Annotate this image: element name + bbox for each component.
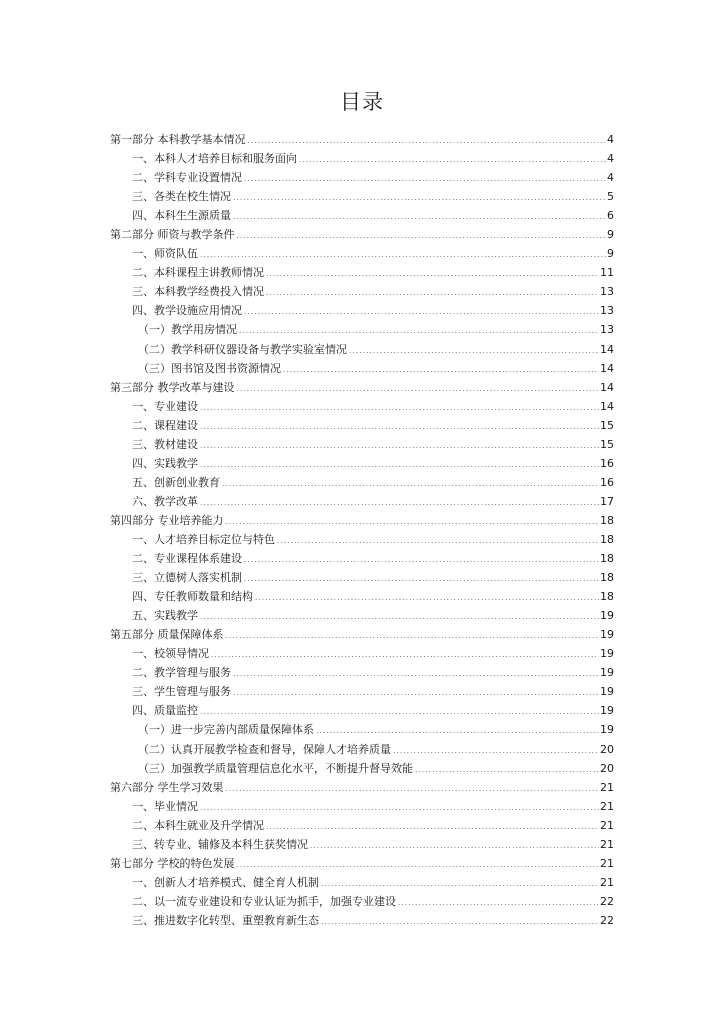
toc-subsubsection-entry[interactable] bbox=[110, 359, 614, 378]
toc-page-number: 14 bbox=[600, 399, 614, 413]
toc-subsection-entry[interactable] bbox=[110, 416, 614, 435]
toc-entry-text: 二、以一流专业建设和专业认证为抓手，加强专业建设 bbox=[132, 894, 396, 908]
toc-subsubsection-entry[interactable] bbox=[110, 720, 614, 739]
toc-entry-text: （一）进一步完善内部质量保障体系 bbox=[138, 723, 314, 737]
toc-subsection-entry[interactable] bbox=[110, 168, 614, 187]
toc-page-number: 9 bbox=[607, 247, 614, 261]
toc-entry-text: 三、各类在校生情况 bbox=[132, 190, 231, 204]
toc-subsection-entry[interactable] bbox=[110, 797, 614, 816]
toc-subsection-entry[interactable] bbox=[110, 530, 614, 549]
toc-entry-text: 四、实践教学 bbox=[132, 456, 198, 470]
toc-entry-text: 三、转专业、辅修及本科生获奖情况 bbox=[132, 837, 308, 851]
toc-entry-text: 二、学科专业设置情况 bbox=[132, 171, 242, 185]
toc-subsection-entry[interactable] bbox=[110, 454, 614, 473]
toc-page-number: 4 bbox=[607, 152, 614, 166]
toc-dot-leader bbox=[398, 894, 599, 913]
toc-entry-text: 第五部分 质量保障体系 bbox=[110, 628, 224, 642]
toc-page-number: 14 bbox=[600, 361, 614, 375]
toc-subsection-entry[interactable] bbox=[110, 301, 614, 320]
toc-entry-text: 一、校领导情况 bbox=[132, 647, 209, 661]
toc-dot-leader bbox=[200, 456, 599, 475]
toc-page-number: 21 bbox=[600, 780, 614, 794]
toc-dot-leader bbox=[200, 399, 599, 418]
toc-dot-leader bbox=[244, 303, 599, 322]
toc-section-entry[interactable] bbox=[110, 778, 614, 797]
toc-entry-text: 二、课程建设 bbox=[132, 418, 198, 432]
toc-dot-leader bbox=[233, 665, 599, 684]
toc-page-number: 18 bbox=[600, 571, 614, 585]
toc-dot-leader bbox=[200, 437, 599, 456]
toc-dot-leader bbox=[266, 265, 599, 284]
toc-page-number: 4 bbox=[607, 171, 614, 185]
toc-page-number: 13 bbox=[600, 285, 614, 299]
toc-dot-leader bbox=[277, 532, 599, 551]
toc-subsection-entry[interactable] bbox=[110, 587, 614, 606]
toc-entry-text: 六、教学改革 bbox=[132, 494, 198, 508]
toc-entry-text: 三、立德树人落实机制 bbox=[132, 571, 242, 585]
toc-page-number: 13 bbox=[600, 323, 614, 337]
toc-entry-text: 四、教学设施应用情况 bbox=[132, 304, 242, 318]
toc-entry-text: 二、本科课程主讲教师情况 bbox=[132, 266, 264, 280]
toc-page-number: 22 bbox=[600, 913, 614, 927]
toc-dot-leader bbox=[226, 513, 600, 532]
toc-section-entry[interactable] bbox=[110, 854, 614, 873]
toc-entry-text: 四、质量监控 bbox=[132, 704, 198, 718]
toc-subsection-entry[interactable] bbox=[110, 244, 614, 263]
toc-entry-text: 二、教学管理与服务 bbox=[132, 666, 231, 680]
toc-entry-text: 四、本科生生源质量 bbox=[132, 209, 231, 223]
toc-entry-text: 第三部分 教学改革与建设 bbox=[110, 380, 235, 394]
toc-subsection-entry[interactable] bbox=[110, 435, 614, 454]
toc-page-number: 21 bbox=[600, 856, 614, 870]
toc-dot-leader bbox=[248, 132, 607, 151]
toc-page-number: 19 bbox=[600, 723, 614, 737]
toc-section-entry[interactable] bbox=[110, 130, 614, 149]
toc-subsection-entry[interactable] bbox=[110, 187, 614, 206]
toc-dot-leader bbox=[321, 913, 599, 932]
toc-subsection-entry[interactable] bbox=[110, 492, 614, 511]
toc-entry-text: 三、学生管理与服务 bbox=[132, 685, 231, 699]
toc-dot-leader bbox=[237, 227, 607, 246]
toc-entry-text: （一）教学用房情况 bbox=[138, 323, 237, 337]
toc-dot-leader bbox=[200, 494, 599, 513]
toc-entry-text: 一、毕业情况 bbox=[132, 799, 198, 813]
toc-entry-text: 第六部分 学生学习效果 bbox=[110, 780, 224, 794]
toc-entry-text: 一、本科人才培养目标和服务面向 bbox=[132, 152, 297, 166]
toc-dot-leader bbox=[266, 818, 599, 837]
toc-page-number: 13 bbox=[600, 304, 614, 318]
toc-page-number: 19 bbox=[600, 628, 614, 642]
toc-subsection-entry[interactable] bbox=[110, 816, 614, 835]
toc-subsection-entry[interactable] bbox=[110, 397, 614, 416]
toc-page-number: 5 bbox=[607, 190, 614, 204]
toc-dot-leader bbox=[310, 837, 599, 856]
toc-page-number: 19 bbox=[600, 685, 614, 699]
toc-entry-text: 二、本科生就业及升学情况 bbox=[132, 818, 264, 832]
toc-dot-leader bbox=[349, 342, 599, 361]
toc-page-number: 14 bbox=[600, 380, 614, 394]
toc-subsection-entry[interactable] bbox=[110, 568, 614, 587]
toc-dot-leader bbox=[299, 151, 606, 170]
toc-page-number: 15 bbox=[600, 437, 614, 451]
toc-page-number: 4 bbox=[607, 133, 614, 146]
toc-subsection-entry[interactable] bbox=[110, 644, 614, 663]
toc-page-number: 21 bbox=[600, 837, 614, 851]
toc-dot-leader bbox=[237, 380, 600, 399]
toc-page-number: 21 bbox=[600, 875, 614, 889]
toc-entry-text: （三）图书馆及图书资源情况 bbox=[138, 361, 281, 375]
toc-entry-text: 三、教材建设 bbox=[132, 437, 198, 451]
toc-entry-text: 三、本科教学经费投入情况 bbox=[132, 285, 264, 299]
toc-title: 目录 bbox=[340, 90, 384, 114]
toc-dot-leader bbox=[393, 742, 599, 761]
toc-entry-text: 第一部分 本科教学基本情况 bbox=[110, 133, 246, 146]
toc-subsection-entry[interactable] bbox=[110, 911, 614, 930]
toc-subsection-entry[interactable] bbox=[110, 892, 614, 911]
toc-subsubsection-entry[interactable] bbox=[110, 320, 614, 339]
toc-dot-leader bbox=[233, 208, 606, 227]
toc-dot-leader bbox=[233, 684, 599, 703]
toc-dot-leader bbox=[244, 170, 606, 189]
toc-subsubsection-entry[interactable] bbox=[110, 340, 614, 359]
toc-page-number: 18 bbox=[600, 513, 614, 527]
toc-entry-text: 第二部分 师资与教学条件 bbox=[110, 228, 235, 242]
toc-entry-text: 二、专业课程体系建设 bbox=[132, 552, 242, 566]
toc-section-entry[interactable] bbox=[110, 378, 614, 397]
toc-subsection-entry[interactable] bbox=[110, 473, 614, 492]
toc-section-entry[interactable] bbox=[110, 511, 614, 530]
toc-page-number: 21 bbox=[600, 799, 614, 813]
toc-entry-text: 第七部分 学校的特色发展 bbox=[110, 856, 235, 870]
toc-entry-text: （二）认真开展教学检查和督导，保障人才培养质量 bbox=[138, 742, 391, 756]
toc-dot-leader bbox=[226, 780, 600, 799]
toc-dot-leader bbox=[226, 627, 600, 646]
toc-entry-text: （二）教学科研仪器设备与教学实验室情况 bbox=[138, 342, 347, 356]
toc-subsection-entry[interactable] bbox=[110, 663, 614, 682]
toc-subsection-entry[interactable] bbox=[110, 206, 614, 225]
toc-dot-leader bbox=[200, 608, 599, 627]
toc-page-number: 16 bbox=[600, 475, 614, 489]
toc-subsubsection-entry[interactable] bbox=[110, 740, 614, 759]
toc-entry-text: （三）加强教学质量管理信息化水平，不断提升督导效能 bbox=[138, 761, 413, 775]
toc-page-number: 19 bbox=[600, 609, 614, 623]
toc-dot-leader bbox=[283, 361, 599, 380]
toc-section-entry[interactable] bbox=[110, 625, 614, 644]
toc-subsection-entry[interactable] bbox=[110, 282, 614, 301]
toc-dot-leader bbox=[200, 418, 599, 437]
toc-dot-leader bbox=[244, 570, 599, 589]
toc-entry-text: 三、推进数字化转型、重塑教育新生态 bbox=[132, 913, 319, 927]
toc-page-number: 20 bbox=[600, 761, 614, 775]
toc-subsection-entry[interactable] bbox=[110, 701, 614, 720]
toc-page-number: 6 bbox=[607, 209, 614, 223]
toc-dot-leader bbox=[255, 589, 599, 608]
toc-entry-text: 四、专任教师数量和结构 bbox=[132, 590, 253, 604]
toc-page-number: 19 bbox=[600, 666, 614, 680]
toc-page-number: 9 bbox=[607, 228, 614, 242]
toc-dot-leader bbox=[415, 761, 599, 780]
toc-page-number: 18 bbox=[600, 532, 614, 546]
toc-section-entry[interactable] bbox=[110, 225, 614, 244]
toc-subsection-entry[interactable] bbox=[110, 149, 614, 168]
toc-entry-text: 一、师资队伍 bbox=[132, 247, 198, 261]
toc-entry-text: 一、专业建设 bbox=[132, 399, 198, 413]
toc-subsection-entry[interactable] bbox=[110, 682, 614, 701]
toc-page-number: 19 bbox=[600, 704, 614, 718]
toc-entry-text: 五、实践教学 bbox=[132, 609, 198, 623]
toc-page-number: 18 bbox=[600, 552, 614, 566]
toc-dot-leader bbox=[222, 475, 599, 494]
toc-page-number: 15 bbox=[600, 418, 614, 432]
toc-page-number: 20 bbox=[600, 742, 614, 756]
toc-entry-text: 五、创新创业教育 bbox=[132, 475, 220, 489]
toc-entry-text: 第四部分 专业培养能力 bbox=[110, 513, 224, 527]
toc-entry-text: 一、人才培养目标定位与特色 bbox=[132, 532, 275, 546]
toc-page-number: 22 bbox=[600, 894, 614, 908]
toc-page-number: 21 bbox=[600, 818, 614, 832]
toc-page-number: 19 bbox=[600, 647, 614, 661]
toc-page-number: 16 bbox=[600, 456, 614, 470]
toc-page-number: 14 bbox=[600, 342, 614, 356]
toc-subsection-entry[interactable] bbox=[110, 873, 614, 892]
toc-page-number: 11 bbox=[600, 266, 614, 280]
toc-subsection-entry[interactable] bbox=[110, 549, 614, 568]
toc-list bbox=[110, 130, 614, 930]
toc-dot-leader bbox=[266, 284, 599, 303]
toc-page-number: 18 bbox=[600, 590, 614, 604]
toc-entry-text: 一、创新人才培养模式、健全育人机制 bbox=[132, 875, 319, 889]
toc-page-number: 17 bbox=[600, 494, 614, 508]
toc-dot-leader bbox=[244, 551, 599, 570]
toc-subsection-entry[interactable] bbox=[110, 606, 614, 625]
toc-dot-leader bbox=[211, 646, 599, 665]
toc-dot-leader bbox=[233, 189, 606, 208]
toc-subsubsection-entry[interactable] bbox=[110, 759, 614, 778]
toc-subsection-entry[interactable] bbox=[110, 835, 614, 854]
toc-subsection-entry[interactable] bbox=[110, 263, 614, 282]
